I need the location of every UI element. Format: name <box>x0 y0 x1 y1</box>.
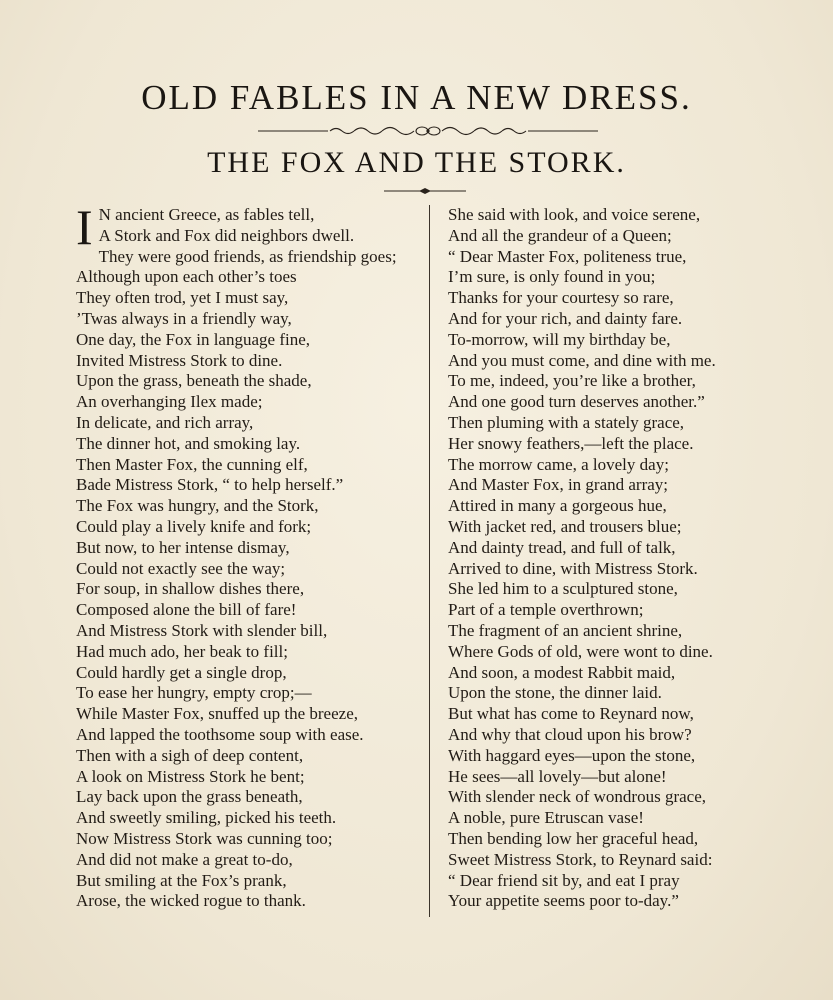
poem-line: To me, indeed, you’re like a brother, <box>448 371 696 391</box>
poem-line: To ease her hungry, empty crop;— <box>76 683 312 703</box>
poem-line: Then with a sigh of deep content, <box>76 745 304 765</box>
poem-line: But now, to her intense dismay, <box>76 537 290 557</box>
poem-line: Then pluming with a stately grace, <box>448 412 685 432</box>
poem-line: One day, the Fox in language fine, <box>76 329 310 349</box>
poem-line: Then bending low her graceful head, <box>448 828 699 848</box>
poem-line: With jacket red, and trousers blue; <box>448 516 682 536</box>
poem-line: But what has come to Reynard now, <box>448 704 694 724</box>
poem-line: Bade Mistress Stork, “ to help herself.” <box>76 475 344 495</box>
poem-line: She said with look, and voice serene, <box>448 205 701 224</box>
poem-line: An overhanging Ilex made; <box>76 392 263 412</box>
poem-line: Your appetite seems poor to-day.” <box>448 891 679 911</box>
poem-line: Where Gods of old, were wont to dine. <box>448 641 713 661</box>
poem-line: Thanks for your courtesy so rare, <box>448 288 674 308</box>
poem-line: I N ancient Greece, as fables tell, <box>76 199 315 255</box>
right-column <box>448 205 798 912</box>
poem-line: Her snowy feathers,—left the place. <box>448 433 694 453</box>
left-column <box>76 199 421 912</box>
poem-line: The dinner hot, and smoking lay. <box>76 433 301 453</box>
poem-line: They were good friends, as friendship goes; <box>98 246 397 266</box>
poem-line: And Master Fox, in grand array; <box>448 475 669 495</box>
poem-line: I’m sure, is only found in you; <box>448 267 656 287</box>
poem-line: “ Dear friend sit by, and eat I pray <box>448 870 680 890</box>
poem-line: And Mistress Stork with slender bill, <box>76 620 328 640</box>
poem-line: And soon, a modest Rabbit maid, <box>448 662 676 682</box>
poem-line: And did not make a great to-do, <box>76 849 293 869</box>
poem-line: Upon the grass, beneath the shade, <box>76 371 312 391</box>
poem-line: But smiling at the Fox’s prank, <box>76 870 287 890</box>
poem-line: Upon the stone, the dinner laid. <box>448 683 662 703</box>
drop-cap: I <box>76 199 93 255</box>
poem-line: “ Dear Master Fox, politeness true, <box>448 246 687 266</box>
poem-line: Lay back upon the grass beneath, <box>76 787 303 807</box>
poem-line: Composed alone the bill of fare! <box>76 600 297 620</box>
poem-line: And sweetly smiling, picked his teeth. <box>76 808 337 828</box>
poem-line: And one good turn deserves another.” <box>448 392 705 412</box>
poem-line: Now Mistress Stork was cunning too; <box>76 828 333 848</box>
poem-line: They often trod, yet I must say, <box>76 288 289 308</box>
poem-line: Arrived to dine, with Mistress Stork. <box>448 558 698 578</box>
masthead-title: OLD FABLES IN A NEW DRESS. <box>141 78 692 117</box>
poem-line: And lapped the toothsome soup with ease. <box>76 724 364 744</box>
column-divider <box>429 205 430 917</box>
poem-line: A look on Mistress Stork he bent; <box>76 766 305 786</box>
poem-line: Invited Mistress Stork to dine. <box>76 350 283 370</box>
poem-line: Could play a lively knife and fork; <box>76 516 312 536</box>
poem-line: And why that cloud upon his brow? <box>448 724 692 744</box>
poem-line: Arose, the wicked rogue to thank. <box>76 891 306 911</box>
poem-line: The morrow came, a lovely day; <box>448 454 669 474</box>
poem-line: Then Master Fox, the cunning elf, <box>76 454 308 474</box>
title-rule <box>384 186 466 196</box>
poem-line: The fragment of an ancient shrine, <box>448 620 683 640</box>
poem-line: With slender neck of wondrous grace, <box>448 787 707 807</box>
poem-line: Could hardly get a single drop, <box>76 662 287 682</box>
poem-line: And you must come, and dine with me. <box>448 350 716 370</box>
fable-title: THE FOX AND THE STORK. <box>207 146 626 179</box>
poem-line: Attired in many a gorgeous hue, <box>448 496 667 516</box>
poem-line: Had much ado, her beak to fill; <box>76 641 288 661</box>
poem-line: To-morrow, will my birthday be, <box>448 329 671 349</box>
poem-line: For soup, in shallow dishes there, <box>76 579 305 599</box>
poem-line: In delicate, and rich array, <box>76 412 254 432</box>
poem-line: And all the grandeur of a Queen; <box>448 225 672 245</box>
poem-line: With haggard eyes—upon the stone, <box>448 745 696 765</box>
poem-line: He sees—all lovely—but alone! <box>448 766 667 786</box>
poem-line: She led him to a sculptured stone, <box>448 579 678 599</box>
poem-line: And dainty tread, and full of talk, <box>448 537 676 557</box>
poem-line: Part of a temple overthrown; <box>448 600 644 620</box>
poem-line: Could not exactly see the way; <box>76 558 286 578</box>
poem-line: A Stork and Fox did neighbors dwell. <box>98 225 355 245</box>
poem-line: Sweet Mistress Stork, to Reynard said: <box>448 849 713 869</box>
poem-line: Although upon each other’s toes <box>76 267 297 287</box>
poem-line: A noble, pure Etruscan vase! <box>448 808 644 828</box>
poem-line: The Fox was hungry, and the Stork, <box>76 496 319 516</box>
poem-line: And for your rich, and dainty fare. <box>448 308 683 328</box>
ornamental-divider <box>258 123 598 139</box>
poem-line: ’Twas always in a friendly way, <box>76 308 292 328</box>
poem-line: While Master Fox, snuffed up the breeze, <box>76 704 358 724</box>
